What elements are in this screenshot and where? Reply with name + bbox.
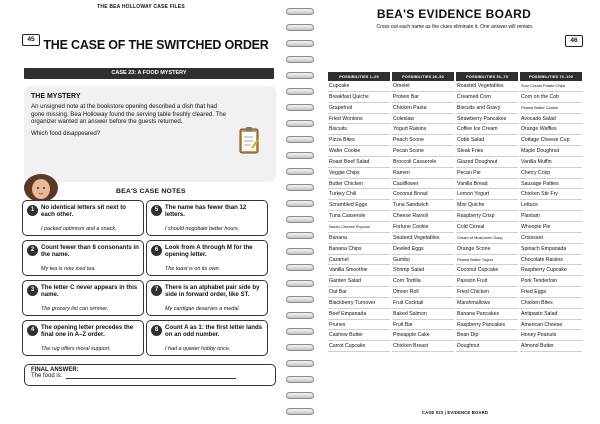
case-note-4 [22,320,144,356]
binding-ring [286,296,314,303]
left-page [0,0,282,424]
note-number: 5 [151,205,162,216]
evidence-item[interactable]: Caramel [328,255,390,266]
evidence-item[interactable]: Yogurt Raisins [392,124,454,135]
evidence-item[interactable]: Almond Butter [520,341,582,352]
column-header: POSSIBILITIES 76–100 [520,72,582,81]
evidence-item[interactable]: Tuna Casserole [328,211,390,222]
evidence-item[interactable]: Baked Salmon [392,309,454,320]
evidence-item[interactable]: Peanut Butter Yogurt [456,255,518,266]
case-note-5 [146,200,268,236]
case-note-2 [22,240,144,276]
binding-ring [286,104,314,111]
binding-ring [286,264,314,271]
mystery-heading: THE MYSTERY [31,93,81,100]
case-note-1 [22,200,144,236]
evidence-item[interactable]: Mini Quiche [456,200,518,211]
note-clue: Count A as 1: the first letter lands on an odd number. [165,324,263,339]
final-answer-box [24,364,276,386]
evidence-item[interactable]: Oat Bar [328,287,390,298]
binding-ring [286,8,314,15]
evidence-item[interactable]: Butter Chicken [328,179,390,190]
page-title-left: THE CASE OF THE SWITCHED ORDER [43,38,269,52]
evidence-item[interactable]: Plantain [520,211,582,222]
evidence-item[interactable]: Spinach Empanada [520,244,582,255]
note-clue: Count fewer than 8 consonants in the name. [41,244,139,259]
evidence-item[interactable]: Nacho Cheese Popcorn [328,222,390,233]
evidence-column-3 [456,72,518,352]
note-aside: I packed optimism and a snack. [41,225,117,232]
evidence-item[interactable]: Banana [328,233,390,244]
evidence-item[interactable]: Cold Cereal [456,222,518,233]
evidence-item[interactable]: Sauteed Vegetables [392,233,454,244]
evidence-item[interactable]: Deviled Eggs [392,244,454,255]
evidence-item[interactable]: Sour Cream Potato Chips [520,81,582,92]
evidence-item[interactable]: Pecan Pie [456,168,518,179]
evidence-item[interactable]: Biscuits [328,124,390,135]
evidence-item[interactable]: Orange Scone [456,244,518,255]
binding-ring [286,24,314,31]
final-answer-label: FINAL ANSWER: [31,367,79,373]
binding-ring [286,248,314,255]
evidence-item[interactable]: Cream of Mushroom Soup [456,233,518,244]
evidence-item[interactable]: Maple Doughnut [520,146,582,157]
evidence-item[interactable]: Coconut Bread [392,189,454,200]
case-note-3 [22,280,144,316]
evidence-item[interactable]: Veggie Chips [328,168,390,179]
evidence-item[interactable]: Honey Peanuts [520,330,582,341]
note-number: 3 [27,285,38,296]
evidence-column-2 [392,72,454,352]
binding-ring [286,184,314,191]
evidence-item[interactable]: Scrambled Eggs [328,200,390,211]
evidence-item[interactable]: Whoopie Pie [520,222,582,233]
evidence-item[interactable]: Dinner Roll [392,287,454,298]
evidence-item[interactable]: Doughnut [456,341,518,352]
evidence-item[interactable]: Omelet [392,81,454,92]
evidence-item[interactable]: Prunes [328,320,390,331]
evidence-item[interactable]: Vanilla Bread [456,179,518,190]
evidence-item[interactable]: Banana Pancakes [456,309,518,320]
note-aside: I had a quieter hobby once. [165,345,231,352]
binding-ring [286,216,314,223]
mystery-question: Which food disappeared? [31,129,101,137]
evidence-column-1 [328,72,390,352]
binding-ring [286,136,314,143]
evidence-item[interactable]: Fruit Bar [392,320,454,331]
case-note-7 [146,280,268,316]
evidence-item[interactable]: Fortune Cookie [392,222,454,233]
evidence-item[interactable]: Creamed Corn [456,92,518,103]
note-clue: The opening letter precedes the final one in A–Z order. [41,324,134,339]
evidence-item[interactable]: Peanut Butter Cookie [520,103,582,114]
binding-ring [286,72,314,79]
page-number-left: 45 [22,34,40,46]
evidence-item[interactable]: Chicken Breast [392,341,454,352]
evidence-item[interactable]: Tuna Sandwich [392,200,454,211]
evidence-item[interactable]: Corn Tortilla [392,276,454,287]
evidence-item[interactable]: Pizza Bites [328,135,390,146]
series-label: THE BEA HOLLOWAY CASE FILES [97,4,185,10]
note-number: 7 [151,285,162,296]
evidence-item[interactable]: Lettuce [520,200,582,211]
evidence-item[interactable]: Garden Salad [328,276,390,287]
evidence-item[interactable]: Raspberry Pancakes [456,320,518,331]
binding-ring [286,232,314,239]
evidence-item[interactable]: Steak Fries [456,146,518,157]
evidence-instructions: Cross out each name as the clues eliminate it. One answer will remain. [376,24,534,30]
evidence-item[interactable]: Passion Fruit [456,276,518,287]
evidence-item[interactable]: Biscuits and Gravy [456,103,518,114]
clipboard-icon [238,126,260,154]
note-aside: My cardigan deserves a medal. [165,305,240,312]
evidence-item[interactable]: Gumbo [392,255,454,266]
note-clue: Look from A through M for the opening letter. [165,244,253,259]
evidence-item[interactable]: Glazed Doughnut [456,157,518,168]
page-footer: CASE 023 | EVIDENCE BOARD [421,410,489,415]
binding-ring [286,328,314,335]
evidence-item[interactable]: Chicken Stir Fry [520,189,582,200]
column-header: POSSIBILITIES 51–75 [456,72,518,81]
evidence-item[interactable]: Orange Waffles [520,124,582,135]
binding-ring [286,200,314,207]
evidence-item[interactable]: Coconut Cupcake [456,265,518,276]
evidence-item[interactable]: Strawberry Pancakes [456,114,518,125]
note-aside: The grocery list can simmer. [41,305,109,312]
evidence-item[interactable]: Beef Empanada [328,309,390,320]
evidence-item[interactable]: Raspberry Cupcake [520,265,582,276]
binding-ring [286,56,314,63]
final-answer-line[interactable] [66,373,236,379]
evidence-item[interactable]: Chicken Bites [520,298,582,309]
note-clue: No identical letters sit next to each other. [41,204,126,219]
evidence-item[interactable]: Raspberry Crisp [456,211,518,222]
case-bar: CASE 23: A FOOD MYSTERY [24,68,274,79]
evidence-item[interactable]: Turkey Chili [328,189,390,200]
case-note-8 [146,320,268,356]
evidence-item[interactable]: Ramen [392,168,454,179]
note-clue: There is an alphabet pair side by side in forward order, like ST. [165,284,260,299]
note-number: 6 [151,245,162,256]
evidence-item[interactable]: Roasted Vegetables [456,81,518,92]
binding-ring [286,312,314,319]
evidence-item[interactable]: Fried Wontons [328,114,390,125]
evidence-column-4 [520,72,582,352]
evidence-item[interactable]: Blackberry Turnover [328,298,390,309]
mystery-box [24,86,276,182]
note-aside: The rug offers moral support. [41,345,111,352]
note-number: 2 [27,245,38,256]
evidence-item[interactable]: Vanilla Muffin [520,157,582,168]
evidence-item[interactable]: Antipasto Salad [520,309,582,320]
evidence-item[interactable]: Corn on the Cob [520,92,582,103]
evidence-item[interactable]: Wafer Cookie [328,146,390,157]
binding-ring [286,120,314,127]
column-header: POSSIBILITIES 1–25 [328,72,390,81]
evidence-item[interactable]: Lemon Yogurt [456,189,518,200]
evidence-item[interactable]: Pork Tenderloin [520,276,582,287]
evidence-item[interactable]: American Cheese [520,320,582,331]
case-note-6 [146,240,268,276]
evidence-item[interactable]: Roast Beef Salad [328,157,390,168]
evidence-item[interactable]: Protein Bar [392,92,454,103]
evidence-item[interactable]: Broccoli Casserole [392,157,454,168]
note-aside: The toast is on its own. [165,265,221,272]
binding-ring [286,88,314,95]
evidence-item[interactable]: Peach Scone [392,135,454,146]
evidence-item[interactable]: Avocado Salad [520,114,582,125]
evidence-item[interactable]: Bean Dip [456,330,518,341]
note-aside: I should negotiate better hours. [165,225,240,232]
column-header: POSSIBILITIES 26–50 [392,72,454,81]
notes-title: BEA'S CASE NOTES [116,188,186,195]
note-number: 4 [27,325,38,336]
evidence-item[interactable]: Banana Chips [328,244,390,255]
evidence-item[interactable]: Cobb Salad [456,135,518,146]
evidence-item[interactable]: Cottage Cheese Cup [520,135,582,146]
note-number: 8 [151,325,162,336]
evidence-item[interactable]: Fried Chicken [456,287,518,298]
evidence-item[interactable]: Fruit Cocktail [392,298,454,309]
final-answer-prompt: The food is: [31,373,63,379]
evidence-item[interactable]: Sausage Patties [520,179,582,190]
evidence-item[interactable]: Chicken Pasta [392,103,454,114]
note-number: 1 [27,205,38,216]
evidence-item[interactable]: Pecan Scone [392,146,454,157]
note-aside: My tea is now iced tea. [41,265,96,272]
spiral-binding [280,0,320,424]
binding-ring [286,408,314,415]
binding-ring [286,360,314,367]
evidence-item[interactable]: Coleslaw [392,114,454,125]
evidence-item[interactable]: Cashew Butter [328,330,390,341]
evidence-item[interactable]: Cupcake [328,81,390,92]
note-clue: The letter C never appears in this name. [41,284,138,299]
page-number-right: 46 [565,35,583,47]
evidence-item[interactable]: Breakfast Quiche [328,92,390,103]
binding-ring [286,168,314,175]
evidence-item[interactable]: Shrimp Salad [392,265,454,276]
binding-ring [286,40,314,47]
mystery-body: An unsigned note at the bookstore opening described a dish that had gone missing. Bea Holloway found the serving table freshly cleared. The organizer wanted an answer before the guests returned. [31,103,226,126]
binding-ring [286,376,314,383]
binding-ring [286,280,314,287]
evidence-item[interactable]: Grapefruit [328,103,390,114]
page-title-right: BEA'S EVIDENCE BOARD [376,7,532,21]
evidence-item[interactable]: Chocolate Raisins [520,255,582,266]
evidence-item[interactable]: Cherry Crisp [520,168,582,179]
evidence-item[interactable]: Croissant [520,233,582,244]
evidence-item[interactable]: Marshmallows [456,298,518,309]
evidence-item[interactable]: Coffee Ice Cream [456,124,518,135]
binding-ring [286,152,314,159]
evidence-item[interactable]: Cheese Ravioli [392,211,454,222]
evidence-item[interactable]: Carrot Cupcake [328,341,390,352]
evidence-item[interactable]: Fried Eggs [520,287,582,298]
evidence-item[interactable]: Pineapple Cake [392,330,454,341]
note-clue: The name has fewer than 12 letters. [165,204,247,219]
binding-ring [286,392,314,399]
evidence-item[interactable]: Cauliflower [392,179,454,190]
evidence-item[interactable]: Vanilla Smoothie [328,265,390,276]
binding-ring [286,344,314,351]
